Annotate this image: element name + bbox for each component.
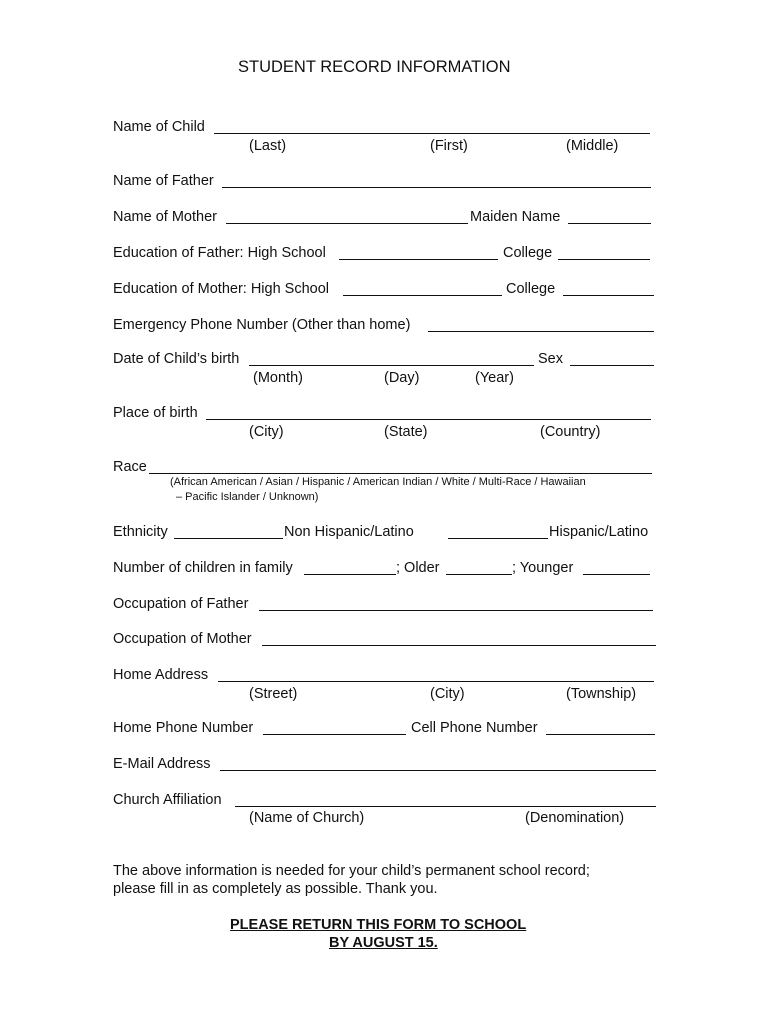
maiden-name-field[interactable] (568, 223, 651, 224)
emergency-phone-label: Emergency Phone Number (Other than home) (113, 317, 411, 333)
birth-date-label: Date of Child’s birth (113, 351, 240, 367)
sex-label: Sex (538, 351, 563, 367)
church-label: Church Affiliation (113, 792, 222, 808)
children-count-label: Number of children in family (113, 560, 293, 576)
younger-field[interactable] (583, 574, 650, 575)
father-education-label: Education of Father: High School (113, 245, 326, 261)
emergency-phone-field[interactable] (428, 331, 654, 332)
birth-country-caption: (Country) (540, 424, 601, 440)
mother-college-label: College (506, 281, 556, 297)
cell-phone-label: Cell Phone Number (411, 720, 538, 736)
father-name-label: Name of Father (113, 173, 214, 189)
mother-name-field[interactable] (226, 223, 468, 224)
father-name-field[interactable] (222, 187, 651, 188)
birth-state-caption: (State) (384, 424, 428, 440)
home-address-field[interactable] (218, 681, 654, 682)
birth-city-caption: (City) (249, 424, 284, 440)
ethnicity-label: Ethnicity (113, 524, 168, 540)
mother-college-field[interactable] (563, 295, 654, 296)
birth-month-caption: (Month) (253, 370, 303, 386)
race-options-line1: (African American / Asian / Hispanic / American Indian / White / Multi-Race / Hawaiian (170, 476, 586, 488)
email-label: E-Mail Address (113, 756, 211, 772)
church-denomination-caption: (Denomination) (525, 810, 625, 826)
maiden-name-label: Maiden Name (470, 209, 561, 225)
home-phone-field[interactable] (263, 734, 406, 735)
address-township-caption: (Township) (566, 686, 637, 702)
younger-label: ; Younger (512, 560, 574, 576)
child-name-label: Name of Child (113, 119, 205, 135)
address-city-caption: (City) (430, 686, 465, 702)
child-middle-caption: (Middle) (566, 138, 619, 154)
father-occupation-field[interactable] (259, 610, 653, 611)
child-first-caption: (First) (430, 138, 468, 154)
email-field[interactable] (220, 770, 656, 771)
ethnicity-hispanic-label: Hispanic/Latino (549, 524, 649, 540)
birth-place-label: Place of birth (113, 405, 198, 421)
return-notice-line1: PLEASE RETURN THIS FORM TO SCHOOL (230, 917, 527, 933)
ethnicity-hispanic-field[interactable] (448, 538, 548, 539)
return-notice-line2: BY AUGUST 15. (329, 935, 438, 951)
mother-occupation-label: Occupation of Mother (113, 631, 252, 647)
father-occupation-label: Occupation of Father (113, 596, 249, 612)
cell-phone-field[interactable] (546, 734, 655, 735)
page-title: STUDENT RECORD INFORMATION (238, 58, 511, 76)
race-field[interactable] (149, 473, 652, 474)
older-label: ; Older (396, 560, 440, 576)
children-count-field[interactable] (304, 574, 396, 575)
father-college-label: College (503, 245, 553, 261)
mother-occupation-field[interactable] (262, 645, 656, 646)
race-options-line2: – Pacific Islander / Unknown) (176, 491, 319, 503)
mother-education-label: Education of Mother: High School (113, 281, 330, 297)
ethnicity-non-hispanic-label: Non Hispanic/Latino (284, 524, 414, 540)
mother-highschool-field[interactable] (343, 295, 502, 296)
church-name-caption: (Name of Church) (249, 810, 365, 826)
note-line1: The above information is needed for your child’s permanent school record; (113, 863, 590, 879)
race-label: Race (113, 459, 147, 475)
sex-field[interactable] (570, 365, 654, 366)
home-address-label: Home Address (113, 667, 209, 683)
birth-day-caption: (Day) (384, 370, 420, 386)
church-field[interactable] (235, 806, 656, 807)
mother-name-label: Name of Mother (113, 209, 217, 225)
father-college-field[interactable] (558, 259, 650, 260)
child-name-field[interactable] (214, 133, 650, 134)
address-street-caption: (Street) (249, 686, 298, 702)
father-highschool-field[interactable] (339, 259, 498, 260)
ethnicity-non-hispanic-field[interactable] (174, 538, 283, 539)
birth-year-caption: (Year) (475, 370, 514, 386)
older-field[interactable] (446, 574, 512, 575)
note-line2: please fill in as completely as possible. Thank you. (113, 881, 438, 897)
child-last-caption: (Last) (249, 138, 287, 154)
home-phone-label: Home Phone Number (113, 720, 254, 736)
birth-date-field[interactable] (249, 365, 534, 366)
birth-place-field[interactable] (206, 419, 651, 420)
